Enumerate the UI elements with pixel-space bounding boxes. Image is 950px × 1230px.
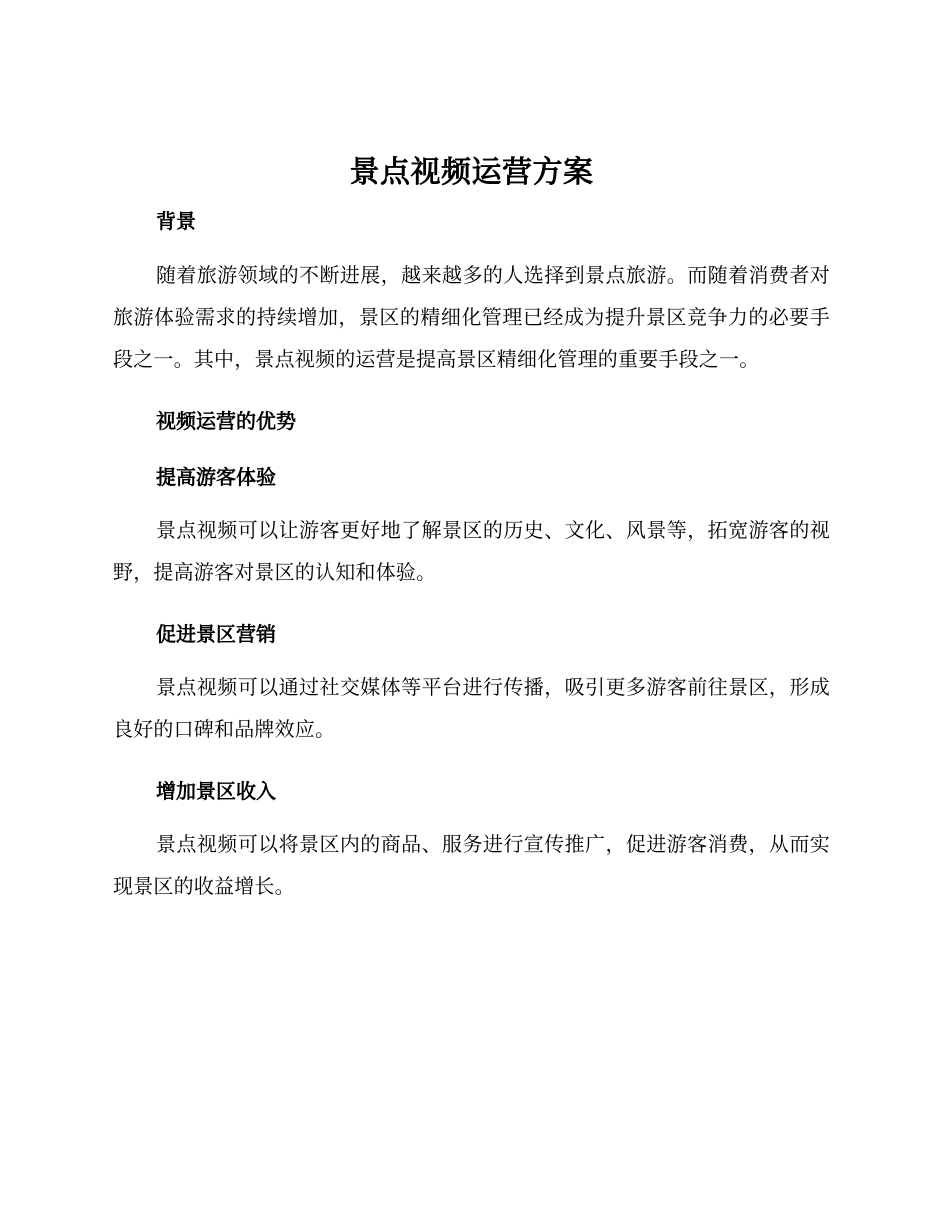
subsection-paragraph-marketing: 景点视频可以通过社交媒体等平台进行传播，吸引更多游客前往景区，形成良好的口碑和品牌效应。 <box>113 675 830 741</box>
section-heading-advantages: 视频运营的优势 <box>156 409 296 433</box>
subsection-heading-revenue: 增加景区收入 <box>156 779 276 803</box>
subsection-paragraph-experience: 景点视频可以让游客更好地了解景区的历史、文化、风景等，拓宽游客的视野，提高游客对景区的认知和体验。 <box>113 518 830 584</box>
subsection-paragraph-revenue: 景点视频可以将景区内的商品、服务进行宣传推广，促进游客消费，从而实现景区的收益增长。 <box>113 832 830 898</box>
section-heading-background: 背景 <box>156 209 196 233</box>
document-body <box>113 150 830 907</box>
subsection-heading-marketing: 促进景区营销 <box>156 622 276 646</box>
subsection-heading-experience: 提高游客体验 <box>156 465 276 489</box>
document-title: 景点视频运营方案 <box>349 155 594 190</box>
section-paragraph-background: 随着旅游领域的不断进展，越来越多的人选择到景点旅游。而随着消费者对旅游体验需求的持续增加，景区的精细化管理已经成为提升景区竞争力的必要手段之一。其中，景点视频的运营是提高景区精细化管理的重要手段之一。 <box>113 263 830 371</box>
